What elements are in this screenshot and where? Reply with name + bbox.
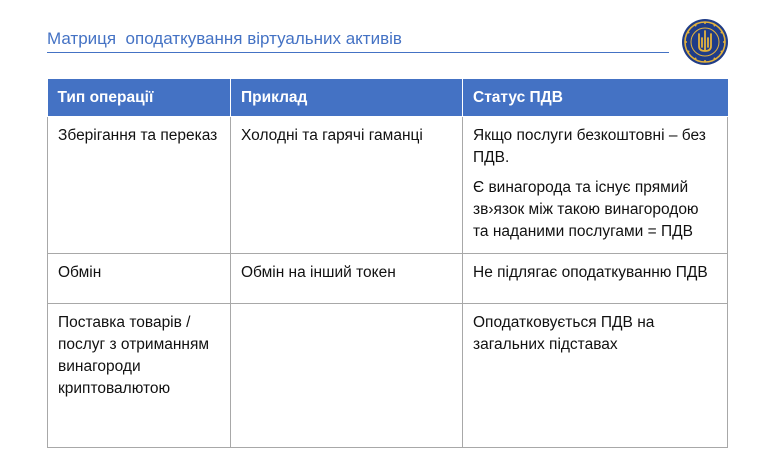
- cell-example: [231, 304, 463, 448]
- column-header-example: Приклад: [231, 79, 463, 117]
- cell-operation-type: Зберігання та переказ: [48, 117, 231, 254]
- title-divider: [47, 52, 669, 53]
- vat-status-text: Є винагорода та існує прямий зв›язок між такою винагородою та наданими послугами = ПДВ: [473, 179, 699, 240]
- cell-operation-type: Обмін: [48, 254, 231, 304]
- vat-status-text: Не підлягає оподаткуванню ПДВ: [473, 264, 708, 281]
- table-row: [48, 304, 728, 448]
- cell-vat-status: [463, 304, 728, 448]
- column-header-operation-type: Тип операції: [48, 79, 231, 117]
- cell-example: Холодні та гарячі гаманці: [231, 117, 463, 254]
- cell-vat-status: [463, 117, 728, 254]
- cell-example: Обмін на інший токен: [231, 254, 463, 304]
- vat-matrix-table: [47, 79, 728, 448]
- trident-seal-icon: [681, 18, 729, 66]
- table-row: [48, 254, 728, 304]
- page-title: Матриця оподаткування віртуальних активів: [47, 29, 402, 48]
- cell-operation-type: Поставка товарів / послуг з отриманням винагороди криптовалютою: [48, 304, 231, 448]
- vat-status-text: Якщо послуги безкоштовні – без ПДВ.: [473, 127, 706, 166]
- table-row: [48, 117, 728, 254]
- cell-vat-status: [463, 254, 728, 304]
- column-header-vat-status: Статус ПДВ: [463, 79, 728, 117]
- vat-status-text: Оподатковується ПДВ на загальних підставах: [473, 314, 655, 353]
- table-header-row: [48, 79, 728, 117]
